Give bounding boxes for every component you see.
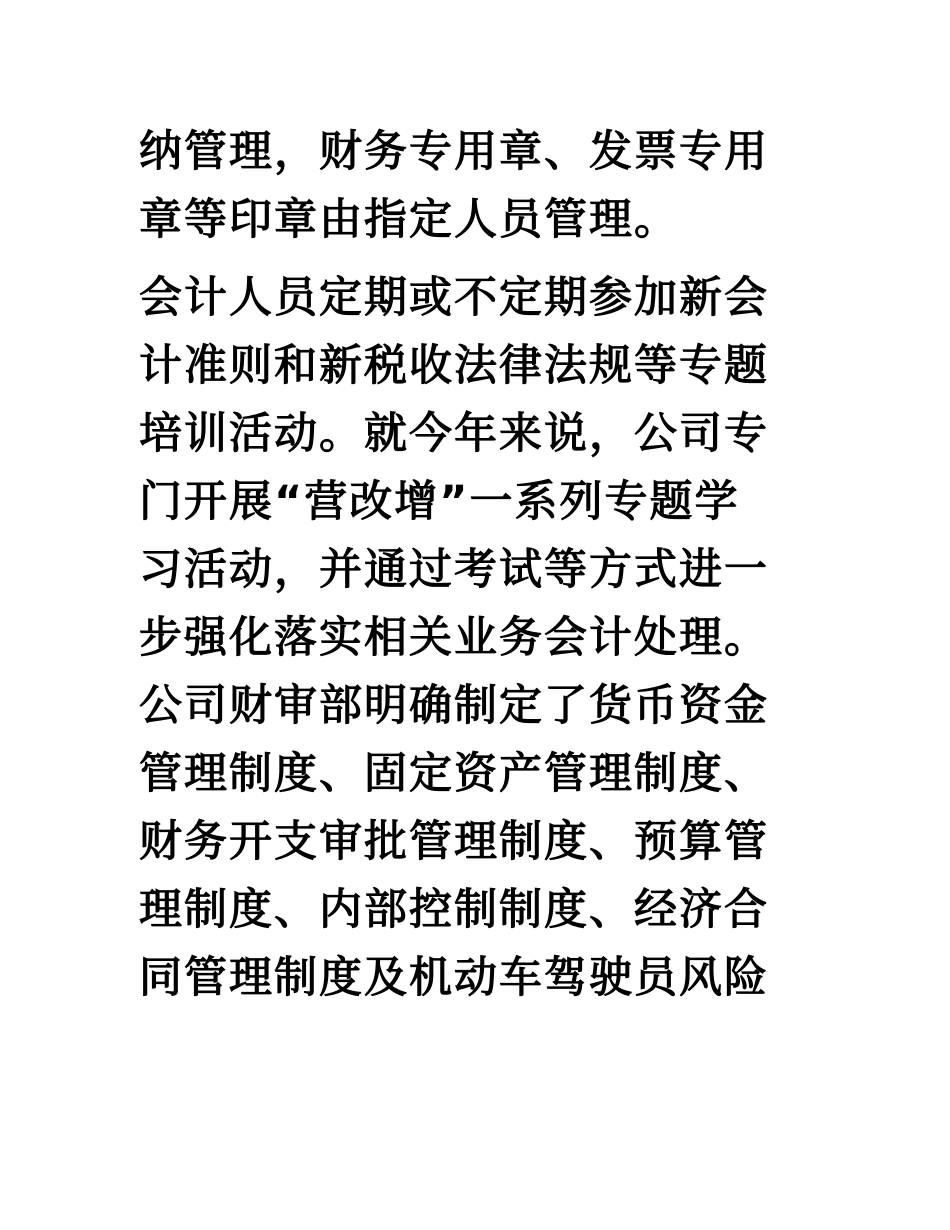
- text-line: 培训活动。就今年来说，公司专: [139, 409, 769, 459]
- text-line: 财务开支审批管理制度、预算管: [139, 817, 769, 867]
- text-line: 章等印章由指定人员管理。: [139, 195, 679, 245]
- text-line: 计准则和新税收法律法规等专题: [139, 341, 769, 391]
- text-line: 会计人员定期或不定期参加新会: [139, 273, 769, 323]
- text-line: 步强化落实相关业务会计处理。: [139, 613, 769, 663]
- paragraph-2: [139, 264, 779, 1012]
- document-page: [139, 118, 779, 1012]
- text-line: 管理制度、固定资产管理制度、: [139, 749, 769, 799]
- paragraph-gap: [139, 254, 779, 264]
- text-line: 习活动，并通过考试等方式进一: [139, 545, 769, 595]
- paragraph-1: [139, 118, 779, 254]
- text-line: 理制度、内部控制制度、经济合: [139, 885, 769, 935]
- text-line: 纳管理，财务专用章、发票专用: [139, 127, 769, 177]
- text-line: 门开展“营改增”一系列专题学: [139, 477, 740, 527]
- text-line: 同管理制度及机动车驾驶员风险: [139, 953, 769, 1003]
- text-line: 公司财审部明确制定了货币资金: [139, 681, 769, 731]
